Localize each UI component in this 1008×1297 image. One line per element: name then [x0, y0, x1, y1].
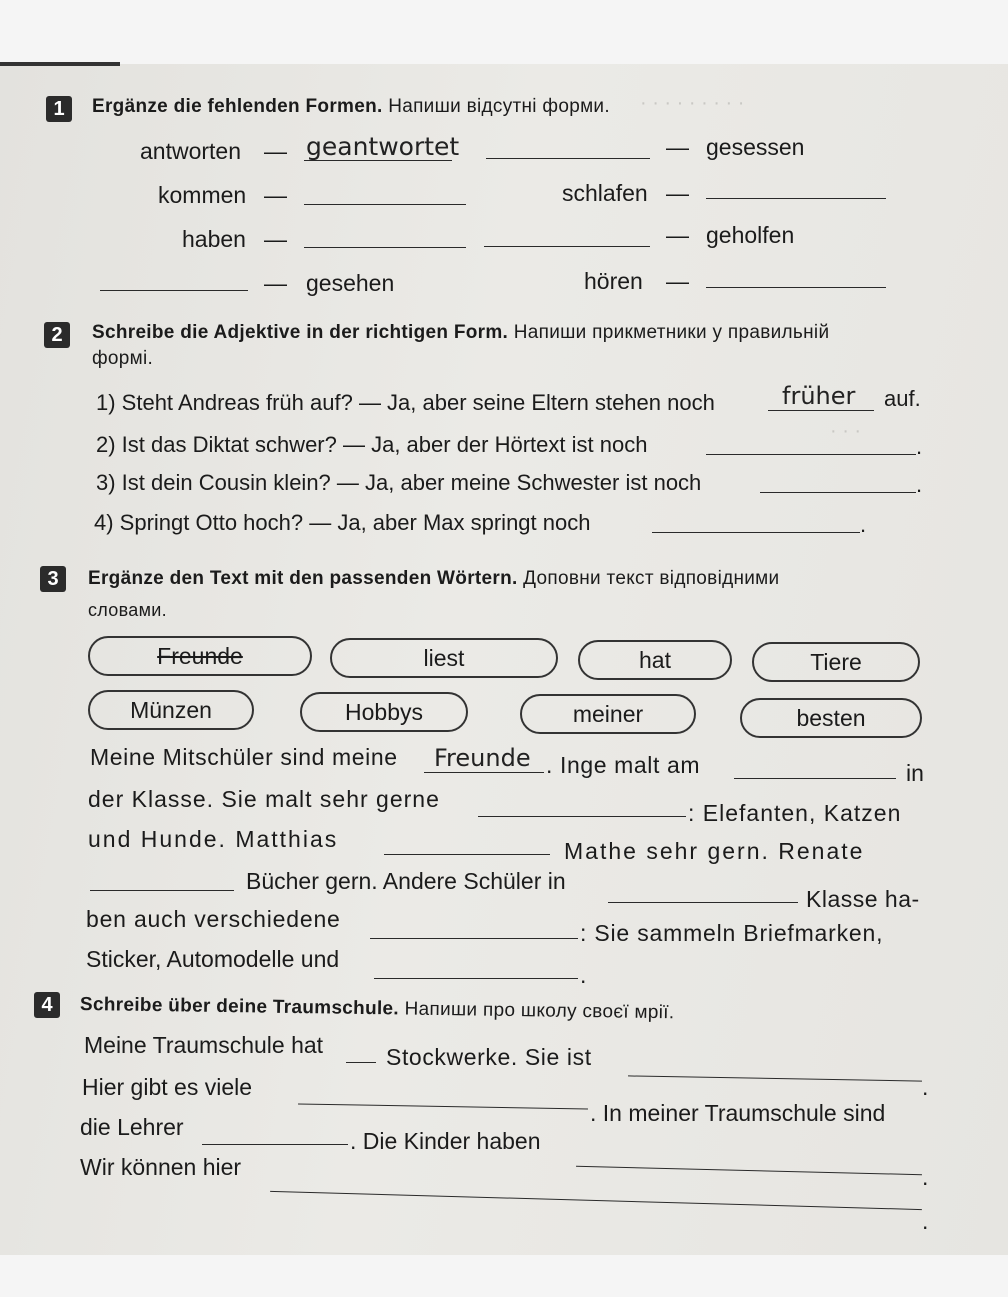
exercise-2-item-4: 4) Springt Otto hoch? — Ja, aber Max springt noch — [94, 510, 591, 535]
answer-blank[interactable] — [734, 778, 896, 779]
cloze-text: Sticker, Automodelle und — [86, 946, 340, 972]
verb-infinitive: kommen — [158, 182, 247, 208]
cloze-text: Klasse ha- — [806, 886, 920, 912]
answer-blank[interactable] — [608, 902, 798, 903]
cloze-text: Bücher gern. Andere Schüler in — [246, 868, 566, 894]
answer-blank[interactable] — [100, 290, 248, 291]
cloze-text: . Inge malt am — [546, 752, 701, 778]
bleed-through-text: · · · — [830, 420, 862, 442]
sentence-end: . — [916, 472, 923, 497]
verb-participle: geholfen — [706, 222, 795, 248]
exercise-2-heading — [92, 322, 829, 344]
answer-line — [424, 772, 544, 773]
word-pill-freunde[interactable]: Freunde — [88, 636, 312, 676]
sentence-end: . — [860, 512, 867, 537]
essay-text: Stockwerke. Sie ist — [386, 1044, 592, 1070]
dash: — — [264, 138, 287, 164]
heading-ukrainian: Напиши відсутні форми. — [388, 96, 610, 117]
word-pill-meiner[interactable]: meiner — [520, 694, 696, 734]
heading-german: Ergänze die fehlenden Formen. — [92, 96, 383, 117]
handwritten-answer: Freunde — [434, 744, 531, 772]
answer-blank[interactable] — [486, 158, 650, 159]
answer-line — [768, 410, 874, 411]
exercise-3-heading — [88, 568, 779, 590]
exercise-2-number: 2 — [44, 322, 70, 348]
word-pill-tiere[interactable]: Tiere — [752, 642, 920, 682]
cloze-text: in — [906, 760, 924, 786]
heading-ukrainian: Доповни текст відповідними — [523, 568, 780, 589]
verb-infinitive: antworten — [140, 138, 242, 164]
answer-line — [304, 160, 452, 161]
heading-ukrainian: Напиши прикметники у правильній — [513, 322, 830, 343]
exercise-1-heading — [92, 96, 610, 118]
answer-blank[interactable] — [706, 198, 886, 199]
sentence-end: auf. — [884, 386, 921, 411]
answer-blank[interactable] — [304, 204, 466, 205]
page-edge-mark — [0, 62, 120, 66]
handwritten-answer: geantwortet — [306, 132, 460, 161]
verb-infinitive: hören — [584, 268, 643, 294]
exercise-4-number: 4 — [34, 992, 60, 1018]
answer-blank[interactable] — [304, 247, 466, 248]
answer-blank[interactable] — [706, 454, 916, 455]
essay-text: Hier gibt es viele — [82, 1074, 253, 1100]
word-pill-hat[interactable]: hat — [578, 640, 732, 680]
exercise-2-item-1: 1) Steht Andreas früh auf? — Ja, aber seine Eltern stehen noch — [96, 390, 715, 415]
dash: — — [666, 268, 689, 294]
answer-blank[interactable] — [652, 532, 860, 533]
answer-blank[interactable] — [374, 978, 578, 979]
cloze-text: : Sie sammeln Briefmarken, — [580, 920, 884, 946]
verb-infinitive: haben — [182, 226, 246, 252]
bleed-through-text: · · · · · · · · · — [640, 92, 745, 114]
answer-blank[interactable] — [90, 890, 234, 891]
essay-text: Wir können hier — [80, 1154, 242, 1180]
handwritten-answer: früher — [782, 382, 856, 410]
answer-blank[interactable] — [478, 816, 686, 817]
sentence-end: . — [922, 1074, 929, 1100]
cloze-text: ben auch verschiedene — [86, 906, 341, 932]
heading-ukrainian-cont: словами. — [88, 600, 167, 620]
sentence-end: . — [916, 434, 923, 459]
exercise-1-number: 1 — [46, 96, 72, 122]
dash: — — [264, 226, 287, 252]
cloze-text: Mathe sehr gern. Renate — [564, 838, 865, 864]
sentence-end: . — [922, 1208, 929, 1234]
cloze-text: : Elefanten, Katzen — [688, 800, 902, 826]
word-pill-hobbys[interactable]: Hobbys — [300, 692, 468, 732]
answer-blank[interactable] — [384, 854, 550, 855]
answer-blank[interactable] — [706, 287, 886, 288]
dash: — — [264, 182, 287, 208]
sentence-end: . — [922, 1164, 929, 1190]
heading-german: Schreibe über deine Traumschule. — [79, 994, 400, 1020]
word-pill-muenzen[interactable]: Münzen — [88, 690, 254, 730]
exercise-2-item-2: 2) Ist das Diktat schwer? — Ja, aber der Hörtext ist noch — [96, 432, 648, 457]
exercise-3-number: 3 — [40, 566, 66, 592]
heading-german: Ergänze den Text mit den passenden Wörtern. — [88, 568, 518, 589]
heading-ukrainian-cont: формі. — [92, 348, 154, 369]
heading-ukrainian: Напиши про школу своєї мрії. — [404, 998, 675, 1024]
answer-blank[interactable] — [346, 1062, 376, 1063]
verb-participle: gesehen — [306, 270, 395, 296]
cloze-text: der Klasse. Sie malt sehr gerne — [88, 786, 440, 812]
essay-text: die Lehrer — [80, 1114, 184, 1140]
essay-text: . In meiner Traumschule sind — [590, 1100, 886, 1126]
dash: — — [666, 222, 689, 248]
answer-blank[interactable] — [760, 492, 916, 493]
sentence-end: . — [580, 962, 587, 988]
answer-blank[interactable] — [484, 246, 650, 247]
essay-text: . Die Kinder haben — [350, 1128, 541, 1154]
verb-participle: gesessen — [706, 134, 805, 160]
dash: — — [666, 134, 689, 160]
word-pill-besten[interactable]: besten — [740, 698, 922, 738]
exercise-2-item-3: 3) Ist dein Cousin klein? — Ja, aber meine Schwester ist noch — [96, 470, 702, 495]
answer-blank[interactable] — [202, 1144, 348, 1145]
dash: — — [666, 180, 689, 206]
verb-infinitive: schlafen — [562, 180, 648, 206]
dash: — — [264, 270, 287, 296]
answer-blank[interactable] — [370, 938, 578, 939]
heading-german: Schreibe die Adjektive in der richtigen Form. — [92, 322, 509, 343]
cloze-text: Meine Mitschüler sind meine — [90, 744, 398, 770]
cloze-text: und Hunde. Matthias — [88, 826, 339, 852]
essay-text: Meine Traumschule hat — [84, 1032, 324, 1058]
word-pill-liest[interactable]: liest — [330, 638, 558, 678]
